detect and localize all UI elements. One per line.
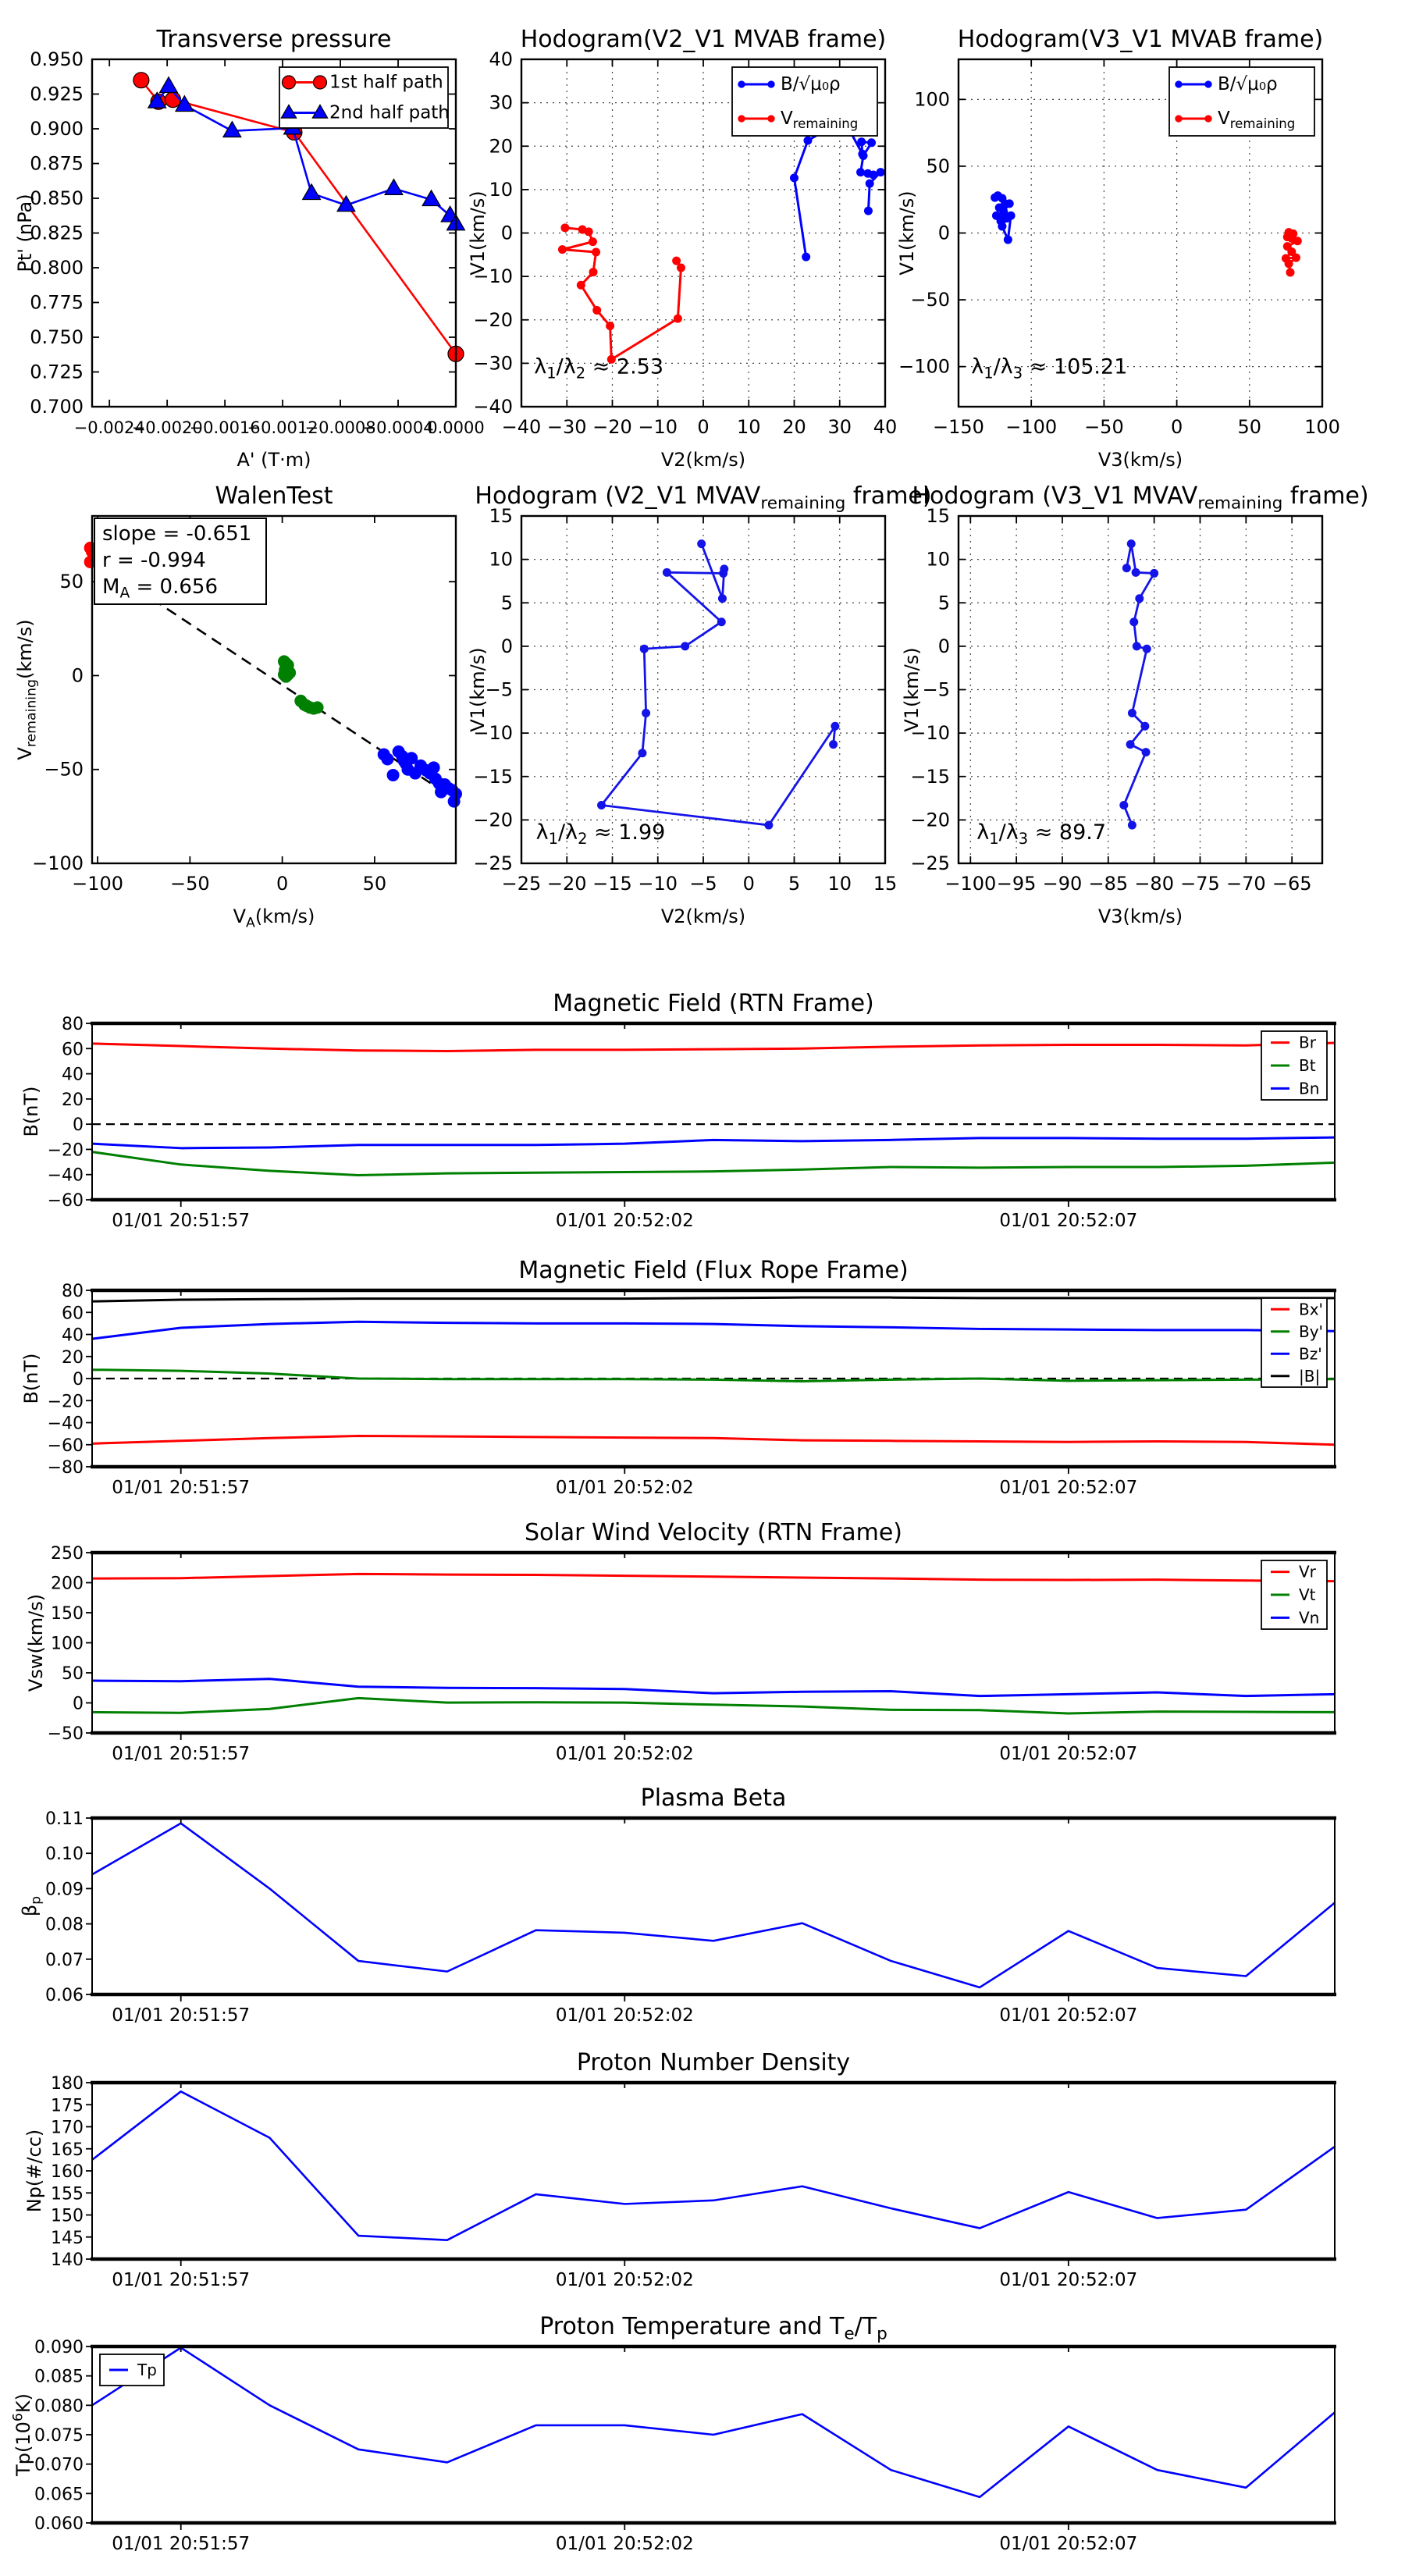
svg-text:Vremaining: $V_{remaining}$ bbox=[1218, 109, 1296, 132]
svg-text:175: 175 bbox=[51, 2096, 84, 2116]
svg-text:0.090: 0.090 bbox=[34, 2338, 84, 2357]
svg-text:βp: $\beta_p$ bbox=[19, 1895, 44, 1917]
svg-text:0.950: 0.950 bbox=[30, 48, 84, 70]
svg-text:0.0000: 0.0000 bbox=[427, 418, 485, 437]
svg-text:0: 0 bbox=[73, 1370, 84, 1389]
svg-text:01/01 20:52:07: 01/01 20:52:07 bbox=[999, 1211, 1138, 1231]
svg-text:10: 10 bbox=[736, 416, 761, 438]
svg-text:145: 145 bbox=[51, 2228, 84, 2248]
svg-text:−10: −10 bbox=[473, 265, 513, 288]
svg-text:5: 5 bbox=[937, 592, 950, 614]
svg-text:1st half path: 1st half path bbox=[329, 72, 443, 93]
svg-text:0: 0 bbox=[276, 873, 289, 895]
svg-text:−90: −90 bbox=[1042, 873, 1083, 895]
svg-text:−10: −10 bbox=[910, 722, 950, 745]
chart-walen-test bbox=[14, 480, 468, 937]
svg-text:0.775: 0.775 bbox=[30, 291, 84, 314]
svg-text:−10: −10 bbox=[638, 416, 678, 438]
svg-text:−20: −20 bbox=[473, 809, 513, 831]
svg-text:WalenTest: WalenTest bbox=[215, 482, 333, 510]
chart-plasma-beta bbox=[19, 1782, 1358, 2040]
svg-text:Hodogram(V2_V1 MVAB frame): Hodogram(V2_V1 MVAB frame) bbox=[520, 26, 887, 53]
svg-text:V3(km/s): V3(km/s) bbox=[1097, 449, 1183, 471]
svg-text:slope = -0.651: slope = -0.651 bbox=[102, 521, 252, 546]
svg-text:01/01 20:52:02: 01/01 20:52:02 bbox=[555, 2270, 694, 2290]
svg-text:0: 0 bbox=[500, 222, 513, 244]
svg-text:−20: −20 bbox=[47, 1140, 84, 1161]
svg-text:B(nT): B(nT) bbox=[20, 1086, 42, 1137]
svg-text:0: 0 bbox=[697, 416, 710, 438]
svg-text:01/01 20:52:07: 01/01 20:52:07 bbox=[999, 1478, 1138, 1498]
svg-text:Tp(106K): $Tp(10^6K)$ bbox=[10, 2393, 34, 2476]
chart-proton-number-density bbox=[23, 2047, 1358, 2304]
svg-text:−50: −50 bbox=[47, 1724, 84, 1744]
svg-text:0.750: 0.750 bbox=[30, 326, 84, 348]
svg-text:Hodogram (V3_V1 MVAVremaining: Hodogram (V3_V1 $MVAV_{remaining}$ frame) bbox=[912, 482, 1369, 514]
svg-text:λ1/λ3 ≈ 89.7: $\lambda_1/\lambda_3 \approx 89.7$ bbox=[976, 820, 1107, 848]
svg-text:60: 60 bbox=[62, 1304, 84, 1324]
svg-text:0.925: 0.925 bbox=[30, 83, 84, 105]
svg-text:01/01 20:52:07: 01/01 20:52:07 bbox=[999, 2005, 1138, 2026]
svg-text:V1(km/s): V1(km/s) bbox=[896, 190, 918, 276]
svg-text:0: 0 bbox=[71, 664, 84, 687]
svg-text:−50: −50 bbox=[44, 758, 84, 781]
svg-text:20: 20 bbox=[62, 1347, 84, 1368]
svg-text:−40: −40 bbox=[473, 396, 513, 418]
svg-text:180: 180 bbox=[51, 2074, 84, 2094]
svg-text:−10: −10 bbox=[473, 722, 513, 745]
svg-text:r = -0.994: r = -0.994 bbox=[102, 548, 206, 572]
svg-text:−0.0016: −0.0016 bbox=[189, 418, 261, 437]
svg-text:Hodogram(V3_V1 MVAB frame): Hodogram(V3_V1 MVAB frame) bbox=[957, 26, 1324, 53]
svg-text:160: 160 bbox=[51, 2162, 84, 2182]
svg-text:Br: Br bbox=[1299, 1033, 1316, 1052]
svg-text:0.070: 0.070 bbox=[34, 2455, 84, 2475]
svg-text:155: 155 bbox=[51, 2184, 84, 2204]
svg-text:01/01 20:52:07: 01/01 20:52:07 bbox=[999, 2534, 1138, 2554]
svg-text:80: 80 bbox=[62, 1015, 84, 1034]
svg-text:Plasma Beta: Plasma Beta bbox=[640, 1784, 787, 1812]
svg-text:−25: −25 bbox=[501, 873, 542, 895]
svg-text:0.08: 0.08 bbox=[45, 1915, 84, 1935]
svg-text:0.850: 0.850 bbox=[30, 187, 84, 209]
svg-text:0.900: 0.900 bbox=[30, 118, 84, 140]
svg-text:−15: −15 bbox=[473, 765, 513, 788]
svg-text:Vt: Vt bbox=[1299, 1585, 1316, 1604]
svg-text:−20: −20 bbox=[546, 873, 587, 895]
svg-text:01/01 20:52:07: 01/01 20:52:07 bbox=[999, 1744, 1138, 1764]
svg-text:−60: −60 bbox=[47, 1191, 84, 1211]
svg-text:165: 165 bbox=[51, 2140, 84, 2160]
svg-text:40: 40 bbox=[62, 1325, 84, 1346]
svg-text:Proton Temperature and Te/Tp: Proton Temperature and $T_e/T_p$ bbox=[539, 2313, 887, 2344]
svg-text:Tp: Tp bbox=[137, 2361, 157, 2379]
svg-text:−0.0008: −0.0008 bbox=[304, 418, 376, 437]
svg-text:A' (T·m): A' (T·m) bbox=[237, 449, 311, 471]
svg-text:−50: −50 bbox=[1084, 416, 1124, 438]
svg-text:−100: −100 bbox=[1005, 416, 1058, 438]
svg-text:10: 10 bbox=[926, 548, 950, 571]
svg-text:V2(km/s): V2(km/s) bbox=[660, 449, 746, 471]
svg-text:30: 30 bbox=[827, 416, 852, 438]
svg-text:−15: −15 bbox=[910, 765, 950, 788]
svg-text:−50: −50 bbox=[910, 289, 950, 311]
svg-text:50: 50 bbox=[926, 155, 950, 177]
svg-text:0: 0 bbox=[937, 222, 950, 244]
svg-text:−80: −80 bbox=[1134, 873, 1174, 895]
svg-text:40: 40 bbox=[62, 1065, 84, 1085]
svg-text:0.825: 0.825 bbox=[30, 222, 84, 244]
svg-text:5: 5 bbox=[788, 873, 801, 895]
svg-text:01/01 20:51:57: 01/01 20:51:57 bbox=[112, 2534, 251, 2554]
svg-text:V1(km/s): V1(km/s) bbox=[467, 190, 489, 276]
svg-text:−20: −20 bbox=[47, 1392, 84, 1412]
svg-text:−75: −75 bbox=[1180, 873, 1220, 895]
svg-text:200: 200 bbox=[51, 1574, 84, 1594]
svg-text:Vremaining(km/s): $V_{remaining}(km/s)$ bbox=[14, 619, 40, 760]
svg-text:50: 50 bbox=[1237, 416, 1262, 438]
svg-text:0.060: 0.060 bbox=[34, 2514, 84, 2534]
svg-text:40: 40 bbox=[489, 48, 513, 70]
svg-text:60: 60 bbox=[62, 1040, 84, 1060]
svg-text:30: 30 bbox=[489, 91, 513, 114]
svg-text:−10: −10 bbox=[638, 873, 678, 895]
svg-text:15: 15 bbox=[873, 873, 898, 895]
svg-text:Vremaining: $V_{remaining}$ bbox=[781, 109, 859, 132]
svg-text:10: 10 bbox=[489, 548, 513, 571]
svg-text:50: 50 bbox=[362, 873, 387, 895]
svg-text:100: 100 bbox=[1304, 416, 1340, 438]
svg-text:−100: −100 bbox=[32, 852, 84, 874]
svg-text:01/01 20:51:57: 01/01 20:51:57 bbox=[112, 2270, 251, 2290]
svg-text:−30: −30 bbox=[546, 416, 587, 438]
svg-text:−50: −50 bbox=[170, 873, 210, 895]
svg-text:0.080: 0.080 bbox=[34, 2396, 84, 2417]
svg-text:01/01 20:51:57: 01/01 20:51:57 bbox=[112, 2005, 251, 2026]
svg-text:Vn: Vn bbox=[1299, 1608, 1320, 1628]
svg-text:0.725: 0.725 bbox=[30, 361, 84, 383]
svg-text:50: 50 bbox=[62, 1664, 84, 1684]
svg-text:|B|: |B| bbox=[1299, 1366, 1321, 1386]
svg-text:−100: −100 bbox=[898, 355, 950, 378]
svg-text:−0.0024: −0.0024 bbox=[73, 418, 145, 437]
svg-text:−70: −70 bbox=[1226, 873, 1266, 895]
svg-text:0.065: 0.065 bbox=[34, 2485, 84, 2505]
svg-text:01/01 20:52:02: 01/01 20:52:02 bbox=[555, 2534, 694, 2554]
svg-text:−150: −150 bbox=[933, 416, 984, 438]
svg-text:−5: −5 bbox=[485, 678, 513, 701]
svg-text:Hodogram (V2_V1 MVAVremaining: Hodogram (V2_V1 $MVAV_{remaining}$ frame) bbox=[475, 482, 932, 514]
svg-text:−30: −30 bbox=[473, 352, 513, 375]
svg-text:01/01 20:52:02: 01/01 20:52:02 bbox=[555, 1478, 694, 1498]
svg-text:B/√μ₀ρ: B/√μ₀ρ bbox=[1218, 74, 1278, 94]
svg-text:Proton Number Density: Proton Number Density bbox=[576, 2049, 851, 2076]
svg-text:−20: −20 bbox=[910, 809, 950, 831]
svg-text:01/01 20:52:07: 01/01 20:52:07 bbox=[999, 2270, 1138, 2290]
svg-text:100: 100 bbox=[51, 1634, 84, 1654]
svg-text:0.10: 0.10 bbox=[45, 1845, 84, 1865]
svg-text:0.075: 0.075 bbox=[34, 2426, 84, 2446]
svg-text:250: 250 bbox=[51, 1544, 84, 1564]
svg-text:0.07: 0.07 bbox=[45, 1950, 84, 1970]
svg-text:Bz': Bz' bbox=[1299, 1344, 1322, 1364]
svg-text:01/01 20:51:57: 01/01 20:51:57 bbox=[112, 1211, 251, 1231]
svg-text:λ1/λ2 ≈ 2.53: $\lambda_1/\lambda_2 \approx 2.53$ bbox=[534, 354, 664, 382]
svg-text:−80: −80 bbox=[47, 1458, 84, 1478]
svg-text:0.09: 0.09 bbox=[45, 1880, 84, 1900]
svg-text:VA(km/s): $V_A(km/s)$ bbox=[233, 906, 315, 931]
svg-text:01/01 20:52:02: 01/01 20:52:02 bbox=[555, 1744, 694, 1764]
chart-hodogram-v3v1-mvab bbox=[896, 23, 1340, 480]
svg-text:B(nT): B(nT) bbox=[20, 1353, 42, 1404]
svg-text:0.11: 0.11 bbox=[45, 1809, 84, 1829]
svg-text:20: 20 bbox=[782, 416, 806, 438]
svg-text:−20: −20 bbox=[473, 308, 513, 331]
svg-text:0.700: 0.700 bbox=[30, 396, 84, 418]
chart-hodogram-v2v1-mvab bbox=[467, 23, 898, 480]
svg-text:Np(#/cc): Np(#/cc) bbox=[23, 2129, 45, 2213]
svg-text:10: 10 bbox=[827, 873, 852, 895]
svg-text:01/01 20:51:57: 01/01 20:51:57 bbox=[112, 1478, 251, 1498]
svg-text:−0.0012: −0.0012 bbox=[247, 418, 318, 437]
svg-text:−100: −100 bbox=[944, 873, 997, 895]
svg-text:B/√μ₀ρ: B/√μ₀ρ bbox=[781, 74, 841, 94]
svg-text:−0.0004: −0.0004 bbox=[362, 418, 434, 437]
svg-text:Transverse pressure: Transverse pressure bbox=[156, 26, 392, 53]
svg-text:0: 0 bbox=[937, 635, 950, 657]
svg-text:40: 40 bbox=[873, 416, 898, 438]
svg-text:0.800: 0.800 bbox=[30, 257, 84, 279]
svg-text:V1(km/s): V1(km/s) bbox=[901, 647, 923, 732]
svg-text:01/01 20:52:02: 01/01 20:52:02 bbox=[555, 2005, 694, 2026]
svg-text:15: 15 bbox=[926, 505, 950, 527]
svg-text:0: 0 bbox=[73, 1694, 84, 1714]
svg-text:Vsw(km/s): Vsw(km/s) bbox=[25, 1593, 47, 1692]
svg-text:Solar Wind Velocity (RTN Frame: Solar Wind Velocity (RTN Frame) bbox=[525, 1519, 902, 1546]
svg-text:0.06: 0.06 bbox=[45, 1986, 84, 2005]
svg-text:λ1/λ3 ≈ 105.21: $\lambda_1/\lambda_3 \approx 105.21$ bbox=[971, 354, 1128, 382]
svg-text:01/01 20:51:57: 01/01 20:51:57 bbox=[112, 1744, 251, 1764]
chart-solar-wind-velocity bbox=[25, 1517, 1358, 1778]
svg-text:150: 150 bbox=[51, 1604, 84, 1624]
svg-text:Bn: Bn bbox=[1299, 1079, 1320, 1098]
svg-text:0: 0 bbox=[1170, 416, 1183, 438]
svg-text:−40: −40 bbox=[47, 1414, 84, 1434]
svg-text:Bt: Bt bbox=[1299, 1056, 1316, 1075]
svg-text:2nd half path: 2nd half path bbox=[329, 102, 450, 123]
chart-hodogram-v2v1-mvav bbox=[467, 480, 932, 937]
svg-text:150: 150 bbox=[51, 2206, 84, 2226]
svg-text:0.875: 0.875 bbox=[30, 152, 84, 175]
svg-text:0: 0 bbox=[742, 873, 755, 895]
svg-text:15: 15 bbox=[489, 505, 513, 527]
svg-text:100: 100 bbox=[914, 88, 950, 111]
chart-magnetic-field-rtn bbox=[20, 987, 1358, 1245]
svg-text:Magnetic Field (RTN Frame): Magnetic Field (RTN Frame) bbox=[553, 990, 874, 1017]
svg-text:λ1/λ2 ≈ 1.99: $\lambda_1/\lambda_2 \approx 1.99$ bbox=[535, 820, 666, 848]
svg-text:−65: −65 bbox=[1272, 873, 1312, 895]
chart-proton-temperature bbox=[10, 2311, 1358, 2568]
svg-text:MA = 0.656: $M_A = 0.656$ bbox=[102, 575, 218, 602]
svg-text:0: 0 bbox=[500, 635, 513, 657]
svg-text:−15: −15 bbox=[592, 873, 632, 895]
svg-text:80: 80 bbox=[62, 1282, 84, 1301]
svg-text:10: 10 bbox=[489, 178, 513, 201]
svg-text:−5: −5 bbox=[689, 873, 717, 895]
svg-text:20: 20 bbox=[62, 1090, 84, 1110]
svg-text:−100: −100 bbox=[72, 873, 124, 895]
svg-text:Bx': Bx' bbox=[1299, 1300, 1324, 1319]
svg-text:−40: −40 bbox=[501, 416, 542, 438]
svg-text:20: 20 bbox=[489, 135, 513, 158]
svg-text:140: 140 bbox=[51, 2250, 84, 2270]
svg-text:0: 0 bbox=[73, 1115, 84, 1136]
svg-text:Pt' (nPa): Pt' (nPa) bbox=[14, 194, 36, 272]
chart-hodogram-v3v1-mvav bbox=[901, 480, 1369, 937]
svg-text:−25: −25 bbox=[910, 852, 950, 874]
svg-text:170: 170 bbox=[51, 2118, 84, 2138]
svg-text:01/01 20:52:02: 01/01 20:52:02 bbox=[555, 1211, 694, 1231]
svg-text:−0.0020: −0.0020 bbox=[131, 418, 203, 437]
svg-text:Vr: Vr bbox=[1299, 1562, 1316, 1582]
svg-text:V2(km/s): V2(km/s) bbox=[660, 906, 746, 927]
svg-text:V1(km/s): V1(km/s) bbox=[467, 647, 489, 732]
svg-text:5: 5 bbox=[500, 592, 513, 614]
svg-text:−5: −5 bbox=[922, 678, 950, 701]
svg-text:−40: −40 bbox=[47, 1165, 84, 1186]
svg-text:0.085: 0.085 bbox=[34, 2367, 84, 2387]
svg-text:50: 50 bbox=[59, 571, 84, 593]
chart-magnetic-field-flux-rope bbox=[20, 1254, 1358, 1512]
svg-text:By': By' bbox=[1299, 1322, 1324, 1341]
svg-text:−20: −20 bbox=[592, 416, 632, 438]
svg-text:Magnetic Field (Flux Rope Fram: Magnetic Field (Flux Rope Frame) bbox=[518, 1257, 909, 1284]
svg-text:−60: −60 bbox=[47, 1436, 84, 1456]
svg-text:−85: −85 bbox=[1088, 873, 1129, 895]
svg-text:−95: −95 bbox=[996, 873, 1037, 895]
svg-text:V3(km/s): V3(km/s) bbox=[1097, 906, 1183, 927]
svg-text:−25: −25 bbox=[473, 852, 513, 874]
